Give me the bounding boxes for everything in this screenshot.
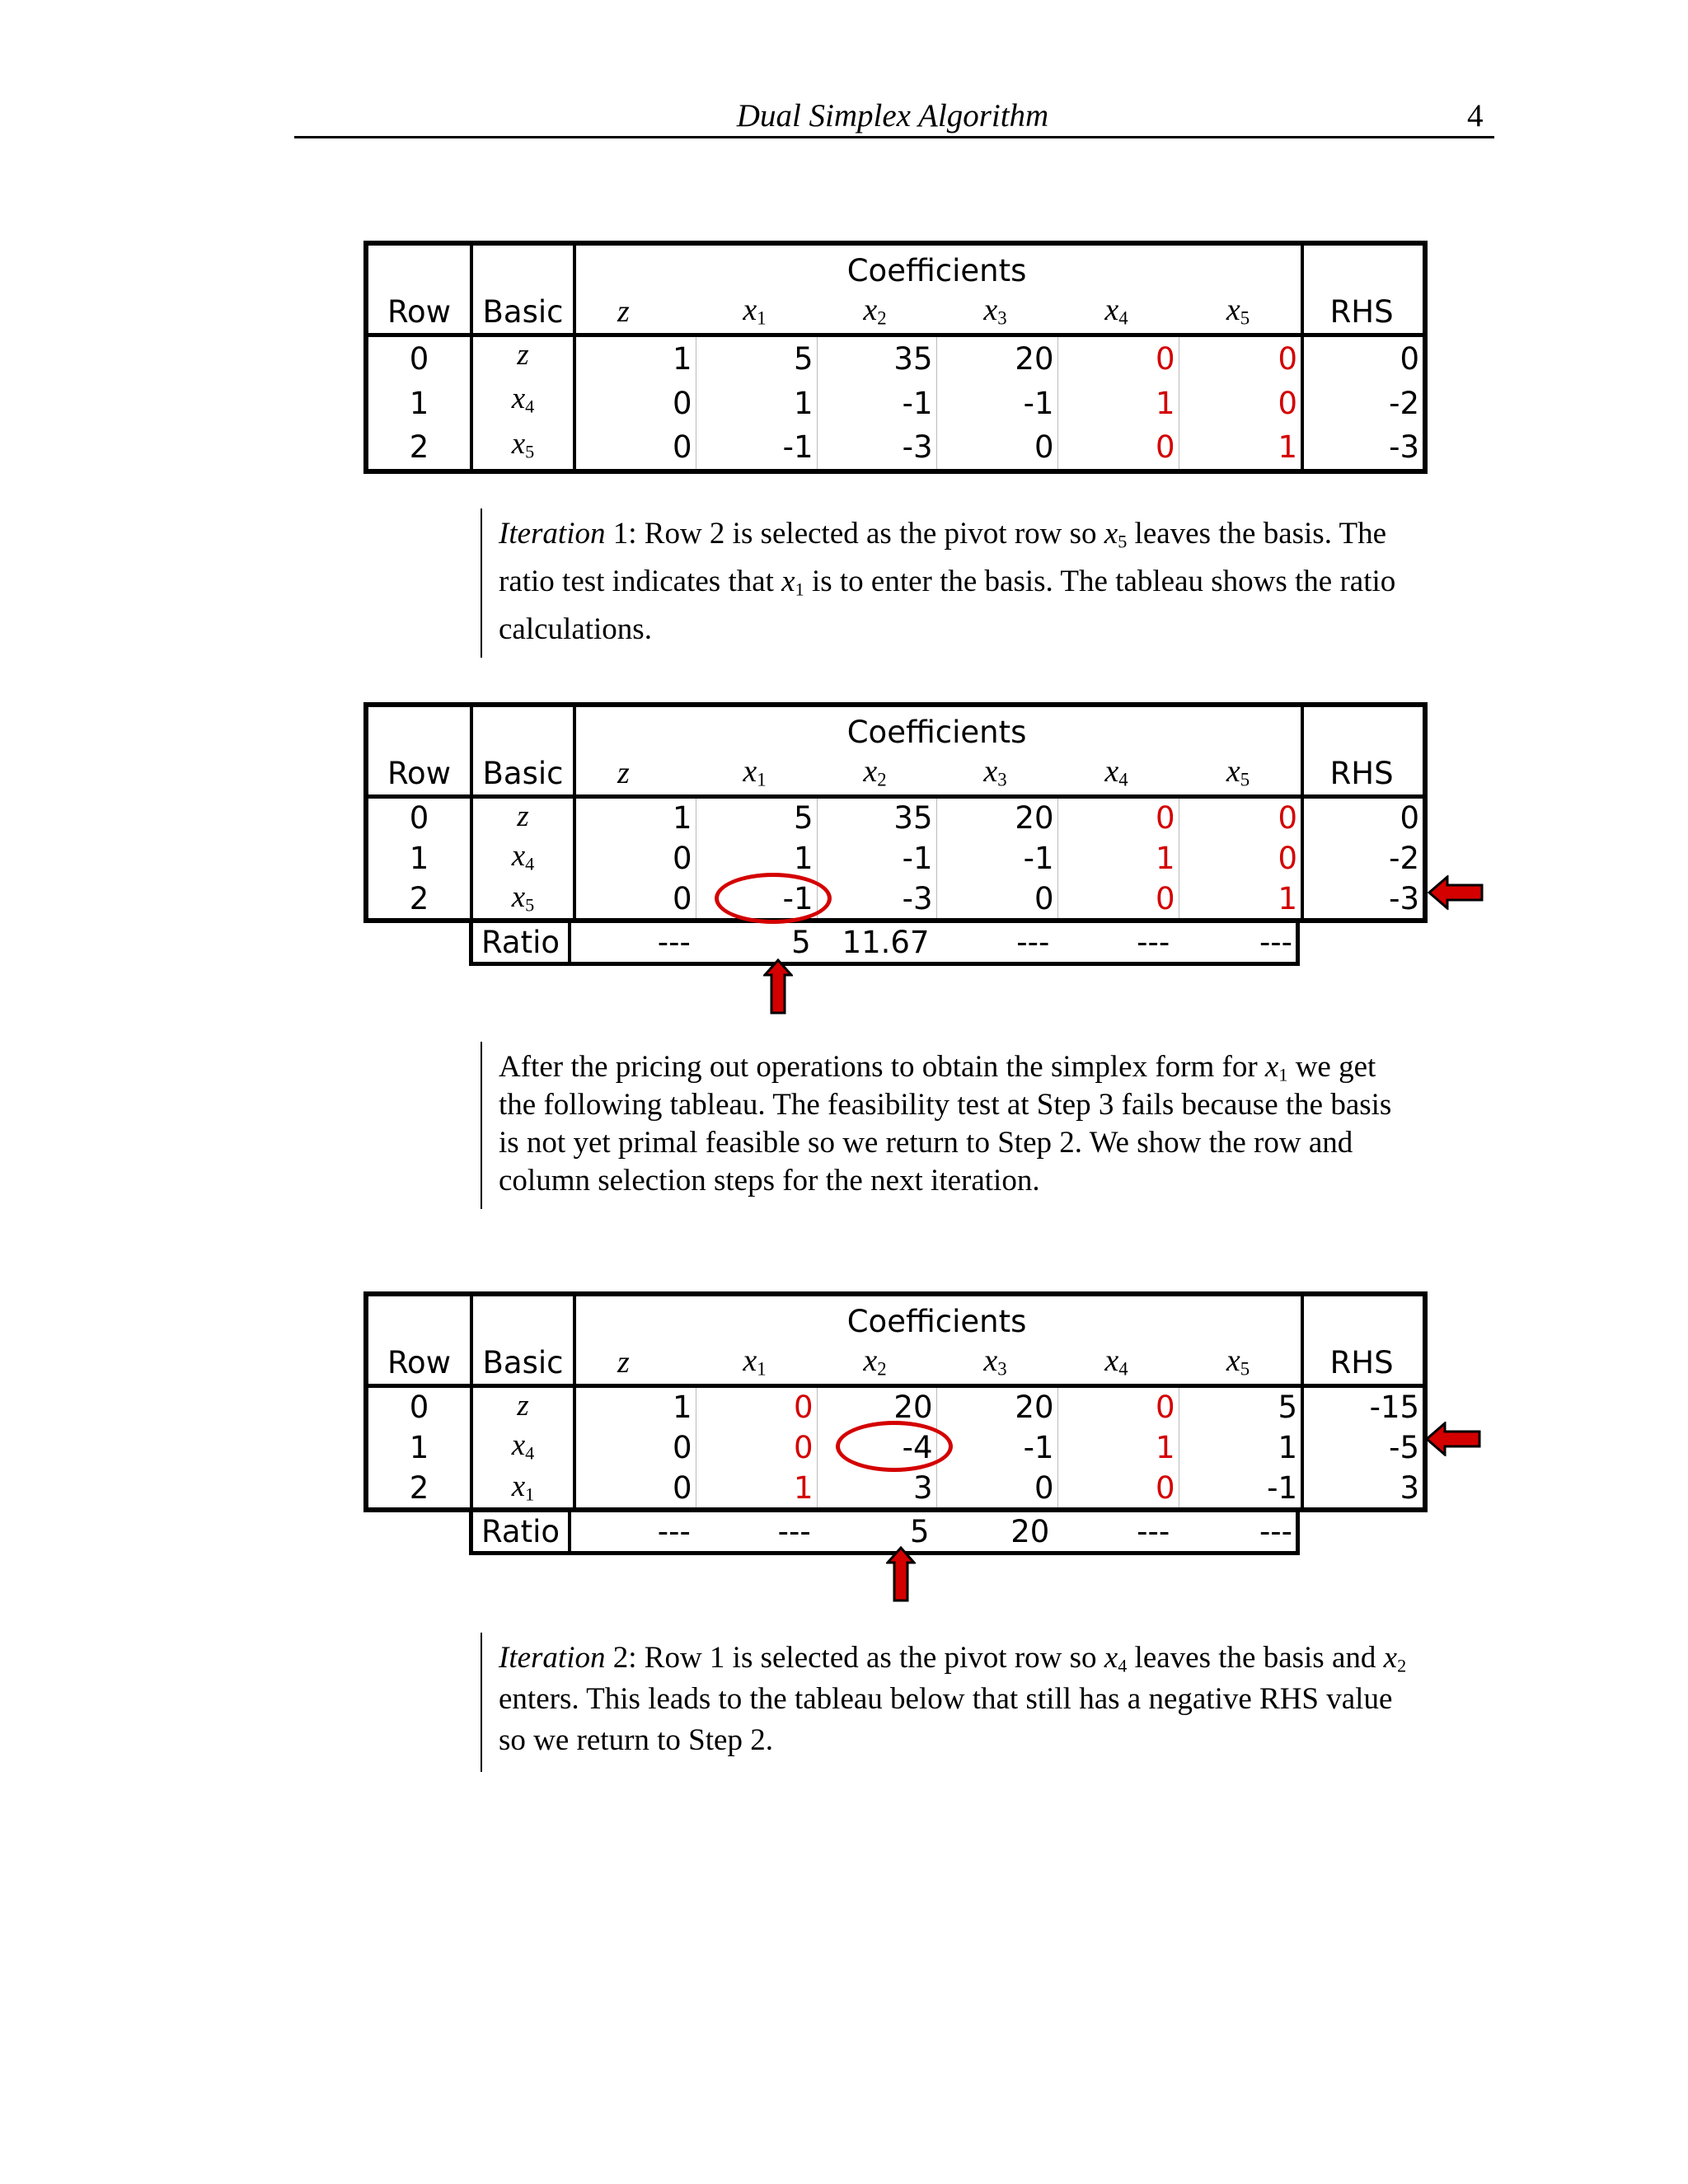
variable-subscript: 5 <box>1118 531 1128 552</box>
variable-label: $x_5$ <box>1226 293 1250 329</box>
tableau-row <box>366 426 1425 471</box>
variable-subscript: 1 <box>795 579 804 600</box>
coefficient-cell: 35 <box>817 797 936 838</box>
coefficient-cell: 0 <box>1057 879 1179 921</box>
coefficient-cell: 0 <box>672 1469 692 1506</box>
coefficient-cell: 0 <box>936 1469 1057 1510</box>
coefficient-cell: 1 <box>1057 381 1179 426</box>
coefficient-cell: 3 <box>817 1469 936 1510</box>
coefficient-cell: 5 <box>1179 1386 1302 1427</box>
variable-column-header <box>817 1339 936 1386</box>
variable-subscript: 5 <box>525 441 535 462</box>
pivot-circle <box>836 1421 953 1472</box>
rhs-cell: -2 <box>1302 381 1425 426</box>
variable-label: z <box>517 799 529 833</box>
variable-column-header <box>817 288 936 335</box>
rhs-header-spacer <box>1302 705 1425 750</box>
variable-label: $x_5$ <box>1226 1343 1250 1380</box>
variable-subscript: 5 <box>1240 770 1250 790</box>
pivot-circle <box>715 873 832 924</box>
row-number: 1 <box>366 1427 471 1469</box>
row-number: 1 <box>366 381 471 426</box>
basic-column-header: Basic <box>471 1339 574 1386</box>
row-number: 0 <box>366 1386 471 1427</box>
coefficient-cell: -1 <box>936 1427 1057 1469</box>
coefficient-cell: 20 <box>936 1386 1057 1427</box>
inline-variable: $x_2$ <box>1383 1641 1407 1676</box>
coefficient-cell: -1 <box>817 838 936 879</box>
variable-subscript: 1 <box>525 1483 535 1505</box>
variable-column-header <box>1179 750 1302 797</box>
coefficient-cell: 0 <box>936 426 1057 471</box>
coefficient-cell: -3 <box>817 879 936 921</box>
coefficient-cell: 0 <box>1179 381 1302 426</box>
coefficient-cell: -1 <box>696 426 817 471</box>
tableau-row <box>366 1469 1425 1510</box>
coefficient-cell: 0 <box>672 841 692 876</box>
basic-variable <box>471 381 574 426</box>
tableau-row <box>366 1386 1425 1427</box>
coefficients-header-row <box>366 705 1425 750</box>
ratio-value: --- <box>657 1513 691 1549</box>
variable-label: $x_4$ <box>1104 1343 1128 1380</box>
variable-subscript: 4 <box>525 396 535 417</box>
paragraph-line <box>499 509 1512 566</box>
pivot-column-arrow-icon <box>886 1546 916 1602</box>
ratio-value: --- <box>1137 1513 1170 1549</box>
rhs-cell: -3 <box>1302 426 1425 471</box>
coefficient-cell: -1 <box>1179 1469 1302 1510</box>
coefficient-cell: 0 <box>1179 797 1302 838</box>
coefficient-cell: -1 <box>936 381 1057 426</box>
row-number: 0 <box>366 335 471 381</box>
variable-label: $x_1$ <box>743 293 767 329</box>
rhs-cell: 0 <box>1302 797 1425 838</box>
rhs-cell: 0 <box>1302 335 1425 381</box>
variable-column-header <box>696 288 817 335</box>
coefficient-cell: 0 <box>672 429 692 465</box>
tableau-row <box>366 1427 1425 1469</box>
coefficients-header-row <box>366 1294 1425 1339</box>
ratio-value: --- <box>657 924 691 960</box>
tableau-grid <box>363 1291 1428 1512</box>
rhs-cell: 3 <box>1302 1469 1425 1510</box>
variable-subscript: 1 <box>757 1359 767 1380</box>
basic-variable <box>471 838 574 879</box>
variable-label: $x_4$ <box>511 1427 535 1464</box>
coefficient-cell: 20 <box>936 335 1057 381</box>
page-number: 4 <box>1467 98 1484 134</box>
ratio-value: 20 <box>1010 1513 1050 1549</box>
coefficient-cell: 1 <box>1179 1427 1302 1469</box>
variable-label: z <box>517 1389 529 1422</box>
variable-label: $x_4$ <box>511 838 535 874</box>
coefficient-cell: -1 <box>936 838 1057 879</box>
coefficient-cell: 5 <box>696 335 817 381</box>
inline-variable: $x_1$ <box>781 565 804 600</box>
variable-label: $x_4$ <box>1104 754 1128 790</box>
variable-column-header <box>696 1339 817 1386</box>
variable-subscript: 5 <box>525 894 535 916</box>
coefficient-cell: 5 <box>696 797 817 838</box>
variable-column-header <box>936 750 1057 797</box>
variable-subscript: 4 <box>525 853 535 874</box>
row-header-spacer <box>366 243 471 288</box>
pivot-column-arrow-icon <box>763 958 793 1015</box>
text-run: column selection steps for the next iteration. <box>499 1164 1040 1197</box>
text-run: 1: Row 2 is selected as the pivot row so <box>605 517 1104 551</box>
text-run: After the pricing out operations to obtain the simplex form for <box>499 1050 1265 1084</box>
coefficient-cell: 0 <box>696 1427 817 1469</box>
basic-column-header: Basic <box>471 288 574 335</box>
paragraph-line <box>499 614 1512 662</box>
paragraph-pricing-out <box>481 1042 1512 1209</box>
ratio-label: Ratio <box>473 1512 571 1551</box>
coefficient-cell: 0 <box>1179 838 1302 879</box>
variable-column-header <box>574 288 696 335</box>
variable-subscript: 2 <box>877 770 887 790</box>
coefficients-group-label: Coefficients <box>846 253 1027 288</box>
tableau-row <box>366 797 1425 838</box>
rhs-header-spacer <box>1302 243 1425 288</box>
coefficient-cell: 1 <box>672 1390 692 1426</box>
basic-header-spacer <box>471 1294 574 1339</box>
row-number: 0 <box>366 797 471 838</box>
text-run: ratio test indicates that <box>499 565 782 598</box>
paragraph-line <box>499 1127 1512 1165</box>
ratio-label: Ratio <box>473 923 571 962</box>
variable-subscript: 5 <box>1240 1359 1250 1380</box>
ratio-value: --- <box>1137 924 1170 960</box>
ratio-value: --- <box>1259 924 1292 960</box>
text-run: leaves the basis and <box>1127 1641 1384 1675</box>
pivot-element-cell: -4 <box>817 1427 936 1469</box>
basic-header-spacer <box>471 705 574 750</box>
inline-variable: $x_1$ <box>1264 1050 1288 1085</box>
coefficient-cell: 0 <box>936 879 1057 921</box>
variable-label: $x_4$ <box>1104 293 1128 329</box>
ratio-value: --- <box>1016 924 1050 960</box>
variable-label: $x_5$ <box>511 879 535 916</box>
text-run: calculations. <box>499 612 652 646</box>
ratio-row <box>469 1512 1300 1555</box>
text-run: enters. This leads to the tableau below that still has a negative RHS value <box>499 1682 1393 1716</box>
paragraph-line <box>499 1090 1512 1127</box>
coefficient-cell: 1 <box>1179 426 1302 471</box>
variable-column-header <box>574 1339 696 1386</box>
variable-label: $x_2$ <box>863 1343 887 1380</box>
tableau-grid <box>363 702 1428 923</box>
coefficient-cell: 1 <box>672 800 692 837</box>
variable-label: $x_3$ <box>983 1343 1007 1380</box>
coefficient-cell: 0 <box>1057 1386 1179 1427</box>
row-header-spacer <box>366 1294 471 1339</box>
ratio-value: 11.67 <box>842 924 930 960</box>
variable-subscript: 2 <box>877 1359 887 1380</box>
variable-label: $x_1$ <box>743 754 767 790</box>
coefficient-cell: -3 <box>817 426 936 471</box>
rhs-cell: -2 <box>1302 838 1425 879</box>
emphasis-text: Iteration <box>499 517 606 551</box>
variable-column-header <box>696 750 817 797</box>
text-run: is to enter the basis. The tableau shows the ratio <box>804 565 1396 598</box>
variable-subscript: 3 <box>997 770 1007 790</box>
coefficients-header-row <box>366 243 1425 288</box>
basic-variable <box>471 1386 574 1427</box>
rhs-cell: -15 <box>1302 1386 1425 1427</box>
coefficient-cell: 1 <box>696 838 817 879</box>
variable-label: $x_1$ <box>511 1469 535 1505</box>
variable-label: $x_5$ <box>1226 754 1250 790</box>
variable-column-header <box>1057 750 1179 797</box>
variable-label: z <box>617 756 630 790</box>
ratio-value: 5 <box>909 1513 930 1549</box>
paragraph-line <box>499 1684 1512 1725</box>
pivot-row-arrow-icon <box>1425 1422 1483 1456</box>
ratio-value: --- <box>1259 1513 1292 1549</box>
variable-subscript: 1 <box>757 308 767 329</box>
coefficient-cell: 0 <box>672 385 692 421</box>
paragraph-line <box>499 1042 1512 1090</box>
basic-variable <box>471 879 574 921</box>
coefficient-cell: 0 <box>672 880 692 916</box>
row-number: 2 <box>366 1469 471 1510</box>
paragraph-line <box>499 1633 1512 1684</box>
basic-variable <box>471 1469 574 1510</box>
variable-label: $x_5$ <box>511 426 535 462</box>
variable-subscript: 2 <box>1397 1655 1407 1676</box>
text-run: leaves the basis. The <box>1127 517 1387 551</box>
tableau-initial <box>363 241 1423 474</box>
column-header-row <box>366 288 1425 335</box>
tableau-row <box>366 838 1425 879</box>
inline-variable: $x_5$ <box>1104 517 1128 552</box>
ratio-value: --- <box>777 1513 811 1549</box>
coefficient-cell: 1 <box>1057 1427 1179 1469</box>
variable-column-header <box>1057 288 1179 335</box>
variable-subscript: 3 <box>997 308 1007 329</box>
tableau-row <box>366 335 1425 381</box>
pivot-row-arrow-icon <box>1428 875 1485 910</box>
coefficient-cell: 20 <box>936 797 1057 838</box>
rhs-column-header: RHS <box>1302 288 1425 335</box>
page-header-title: Dual Simplex Algorithm <box>736 98 1049 134</box>
variable-column-header <box>817 750 936 797</box>
rhs-header-spacer <box>1302 1294 1425 1339</box>
rhs-cell: -3 <box>1302 879 1425 921</box>
basic-variable <box>471 335 574 381</box>
rhs-column-header: RHS <box>1302 1339 1425 1386</box>
coefficients-group-label: Coefficients <box>846 1304 1027 1339</box>
variable-label: z <box>617 294 630 329</box>
coefficient-cell: 0 <box>1057 797 1179 838</box>
variable-column-header <box>1179 288 1302 335</box>
basic-column-header: Basic <box>471 750 574 797</box>
coefficients-group-label: Coefficients <box>846 715 1027 750</box>
row-number: 1 <box>366 838 471 879</box>
variable-subscript: 5 <box>1240 308 1250 329</box>
row-number: 2 <box>366 426 471 471</box>
paragraph-line <box>499 566 1512 614</box>
variable-label: $x_2$ <box>863 754 887 790</box>
coefficient-cell: 0 <box>672 1430 692 1465</box>
row-column-header: Row <box>366 750 471 797</box>
variable-column-header <box>574 750 696 797</box>
basic-variable <box>471 426 574 471</box>
coefficient-cell: 35 <box>817 335 936 381</box>
tableau-row <box>366 879 1425 921</box>
coefficient-cell: -1 <box>817 381 936 426</box>
variable-label: $x_4$ <box>511 381 535 417</box>
coefficient-cell: 1 <box>1179 879 1302 921</box>
header-rule <box>294 136 1494 138</box>
inline-variable: $x_4$ <box>1104 1641 1128 1676</box>
variable-subscript: 2 <box>877 308 887 329</box>
row-column-header: Row <box>366 1339 471 1386</box>
coefficient-cell: 1 <box>696 381 817 426</box>
paragraph-iteration-1 <box>481 509 1512 658</box>
basic-header-spacer <box>471 243 574 288</box>
variable-subscript: 3 <box>997 1359 1007 1380</box>
coefficient-cell: 1 <box>1057 838 1179 879</box>
coefficient-cell: 20 <box>817 1386 936 1427</box>
variable-subscript: 4 <box>1118 1359 1128 1380</box>
ratio-value: 5 <box>791 924 811 960</box>
variable-column-header <box>936 288 1057 335</box>
ratio-row <box>469 923 1300 966</box>
coefficient-cell: 0 <box>696 1386 817 1427</box>
row-number: 2 <box>366 879 471 921</box>
variable-subscript: 4 <box>1118 308 1128 329</box>
rhs-column-header: RHS <box>1302 750 1425 797</box>
column-header-row <box>366 1339 1425 1386</box>
variable-label: $x_2$ <box>863 293 887 329</box>
variable-column-header <box>936 1339 1057 1386</box>
variable-label: z <box>617 1345 630 1380</box>
variable-label: $x_3$ <box>983 754 1007 790</box>
text-run: we get <box>1287 1050 1376 1084</box>
coefficient-cell: 0 <box>1057 335 1179 381</box>
text-run: 2: Row 1 is selected as the pivot row so <box>605 1641 1104 1675</box>
variable-column-header <box>1057 1339 1179 1386</box>
variable-label: $x_3$ <box>983 293 1007 329</box>
variable-label: z <box>517 338 529 372</box>
variable-subscript: 1 <box>1278 1064 1288 1085</box>
coefficient-cell: 0 <box>1057 1469 1179 1510</box>
emphasis-text: Iteration <box>499 1641 606 1675</box>
text-run: so we return to Step 2. <box>499 1723 773 1757</box>
variable-subscript: 4 <box>525 1442 535 1464</box>
variable-subscript: 4 <box>1118 770 1128 790</box>
variable-column-header <box>1179 1339 1302 1386</box>
coefficient-cell: 0 <box>1057 426 1179 471</box>
variable-subscript: 1 <box>757 770 767 790</box>
coefficient-cell: 1 <box>696 1469 817 1510</box>
variable-label: $x_1$ <box>743 1343 767 1380</box>
paragraph-line <box>499 1165 1512 1203</box>
row-header-spacer <box>366 705 471 750</box>
paragraph-line <box>499 1725 1512 1766</box>
row-column-header: Row <box>366 288 471 335</box>
basic-variable <box>471 1427 574 1469</box>
tableau-row <box>366 381 1425 426</box>
tableau-iteration-2-ratio <box>363 1291 1423 1549</box>
paragraph-iteration-2 <box>481 1633 1512 1772</box>
basic-variable <box>471 797 574 838</box>
tableau-grid <box>363 241 1428 474</box>
column-header-row <box>366 750 1425 797</box>
rhs-cell: -5 <box>1302 1427 1425 1469</box>
tableau-iteration-1-ratio <box>363 702 1423 960</box>
coefficient-cell: 1 <box>672 340 692 377</box>
coefficient-cell: 0 <box>1179 335 1302 381</box>
variable-subscript: 4 <box>1118 1655 1128 1676</box>
text-run: the following tableau. The feasibility test at Step 3 fails because the basis <box>499 1088 1392 1122</box>
text-run: is not yet primal feasible so we return to Step 2. We show the row and <box>499 1126 1353 1160</box>
pivot-element-cell: -1 <box>696 879 817 921</box>
